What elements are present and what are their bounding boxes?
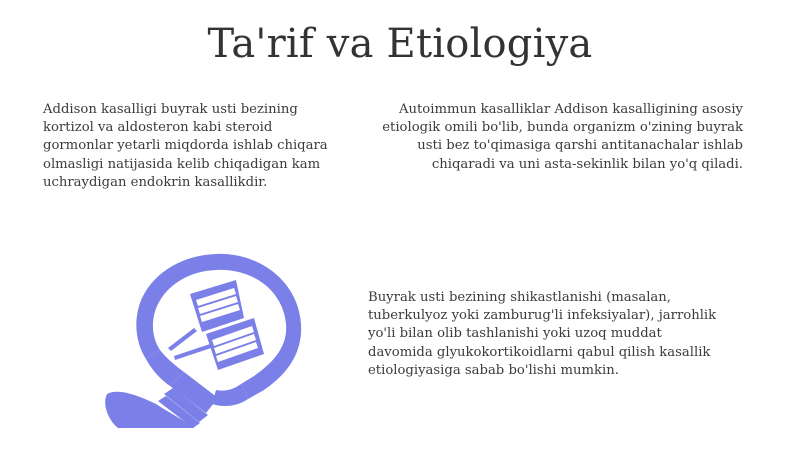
other-causes-paragraph: Buyrak usti bezining shikastlanishi (masalan, tuberkulyoz yoki zamburug'li infeksiyalar), jarrohlik yo'li bilan olib tashlanishi yoki uzoq muddat davomida glyukokortikoidlarni qabul qilish kasallik etiologiyasiga sabab bo'lishi mumkin. bbox=[368, 290, 717, 378]
definition-paragraph: Addison kasalligi buyrak usti bezining kortizol va aldosteron kabi steroid gormonlar yetarli miqdorda ishlab chiqara olmasligi natijasida kelib chiqadigan kam uchraydigan endokrin kasallikdir. bbox=[43, 102, 328, 190]
autoimmune-paragraph: Autoimmun kasalliklar Addison kasalligining asosiy etiologik omili bo'lib, bunda organizm o'zining buyrak usti bez to'qimasiga qarshi antitanachalar ishlab chiqaradi va uni asta-sekinlik bilan yo'q qiladi. bbox=[382, 102, 743, 172]
lightbulb-book-icon bbox=[98, 248, 320, 428]
slide-title: Ta'rif va Etiologiya bbox=[207, 21, 593, 67]
